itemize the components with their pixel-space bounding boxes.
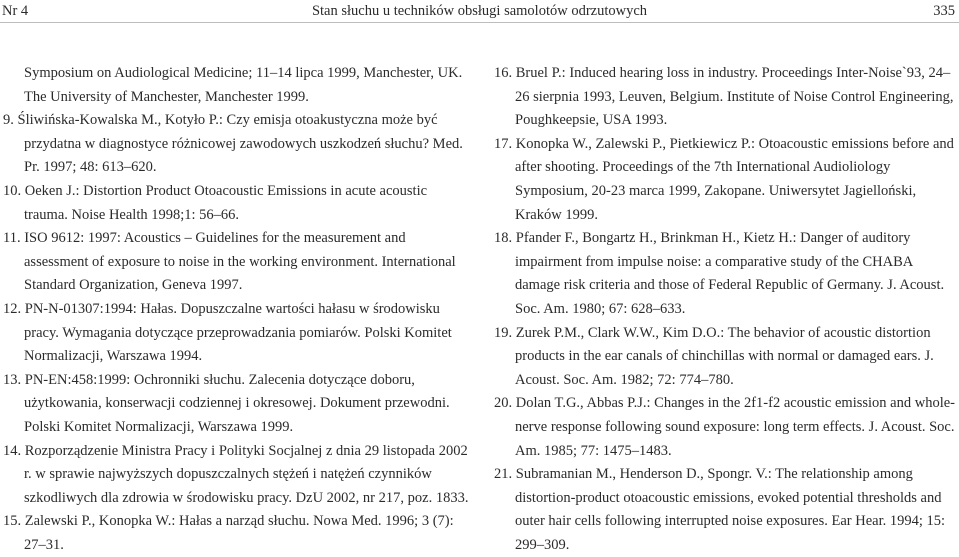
reference-9: 9. Śliwińska-Kowalska M., Kotyło P.: Czy emisja otoakustyczna może być przydatna w diagnostyce różnicowej zawodowych uszkodzeń słuchu? Med. Pr. 1997; 48: 613–620.	[3, 112, 463, 176]
reference-13: 13. PN-EN:458:1999: Ochronniki słuchu. Zalecenia dotyczące doboru, użytkowania, konserwacji codziennej i okresowej. Dokument przewodni. Polski Komitet Normalizacji, Warszawa 1999.	[3, 371, 450, 435]
running-title: Stan słuchu u techników obsługi samolotów odrzutowych	[311, 3, 648, 19]
header-rule	[0, 22, 959, 23]
reference-8-continued: Symposium on Audiological Medicine; 11–14 lipca 1999, Manchester, UK. The University of Manchester, Manchester 1999.	[24, 65, 463, 105]
reference-12: 12. PN-N-01307:1994: Hałas. Dopuszczalne wartości hałasu w środowisku pracy. Wymagania dotyczące przeprowadzania pomiarów. Polski Komitet Normalizacji, Warszawa 1994.	[3, 300, 452, 365]
reference-19: 19. Zurek P.M., Clark W.W., Kim D.O.: The behavior of acoustic distortion products in the ear canals of chinchillas with normal or damaged ears. J. Acoust. Soc. Am. 1982; 72: 774–780.	[494, 324, 934, 388]
left-column	[3, 62, 471, 557]
reference-16: 16. Bruel P.: Induced hearing loss in industry. Proceedings Inter-Noise`93, 24–26 sierpnia 1993, Leuven, Belgium. Institute of Noise Control Engineering, Poughkeepsie, USA 1993.	[494, 65, 954, 129]
reference-18: 18. Pfander F., Bongartz H., Brinkman H., Kietz H.: Danger of auditory impairment from impulse noise: a comparative study of the CHABA damage risk criteria and those of Federal Republic of Germany. J. Acoust. Soc. Am. 1980; 67: 628–633.	[494, 230, 945, 317]
reference-14: 14. Rozporządzenie Ministra Pracy i Polityki Socjalnej z dnia 29 listopada 2002 r. w sprawie najwyższych dopuszczalnych stężeń i natężeń czynników szkodliwych dla zdrowia w środowisku pracy. DzU 2002, nr 217, poz. 1833.	[3, 442, 469, 506]
reference-17: 17. Konopka W., Zalewski P., Pietkiewicz P.: Otoacoustic emissions before and after shooting. Proceedings of the 7th International Audioliology Symposium, 20-23 marca 1999, Zakopane. Uniwersytet Jagielloński, Kraków 1999.	[494, 135, 954, 223]
right-column	[494, 62, 958, 557]
reference-20: 20. Dolan T.G., Abbas P.J.: Changes in the 2f1-f2 acoustic emission and whole-nerve response following sound exposure: long term effects. J. Acoust. Soc. Am. 1985; 77: 1475–1483.	[494, 395, 955, 459]
reference-11: 11. ISO 9612: 1997: Acoustics – Guidelines for the measurement and assessment of exposure to noise in the working environment. International Standard Organization, Geneva 1997.	[3, 230, 456, 294]
reference-21: 21. Subramanian M., Henderson D., Spongr. V.: The relationship among distortion-product otoacoustic emissions, evoked potential thresholds and outer hair cells following interrupted noise exposures. Ear Hear. 1994; 15: 299–309.	[494, 466, 946, 553]
page-number: 335	[933, 3, 955, 19]
reference-15: 15. Zalewski P., Konopka W.: Hałas a narząd słuchu. Nowa Med. 1996; 3 (7): 27–31.	[3, 513, 454, 553]
page-header	[0, 0, 959, 24]
issue-number: Nr 4	[2, 3, 29, 19]
reference-10: 10. Oeken J.: Distortion Product Otoacoustic Emissions in acute acoustic trauma. Noise Health 1998;1: 56–66.	[3, 182, 428, 223]
